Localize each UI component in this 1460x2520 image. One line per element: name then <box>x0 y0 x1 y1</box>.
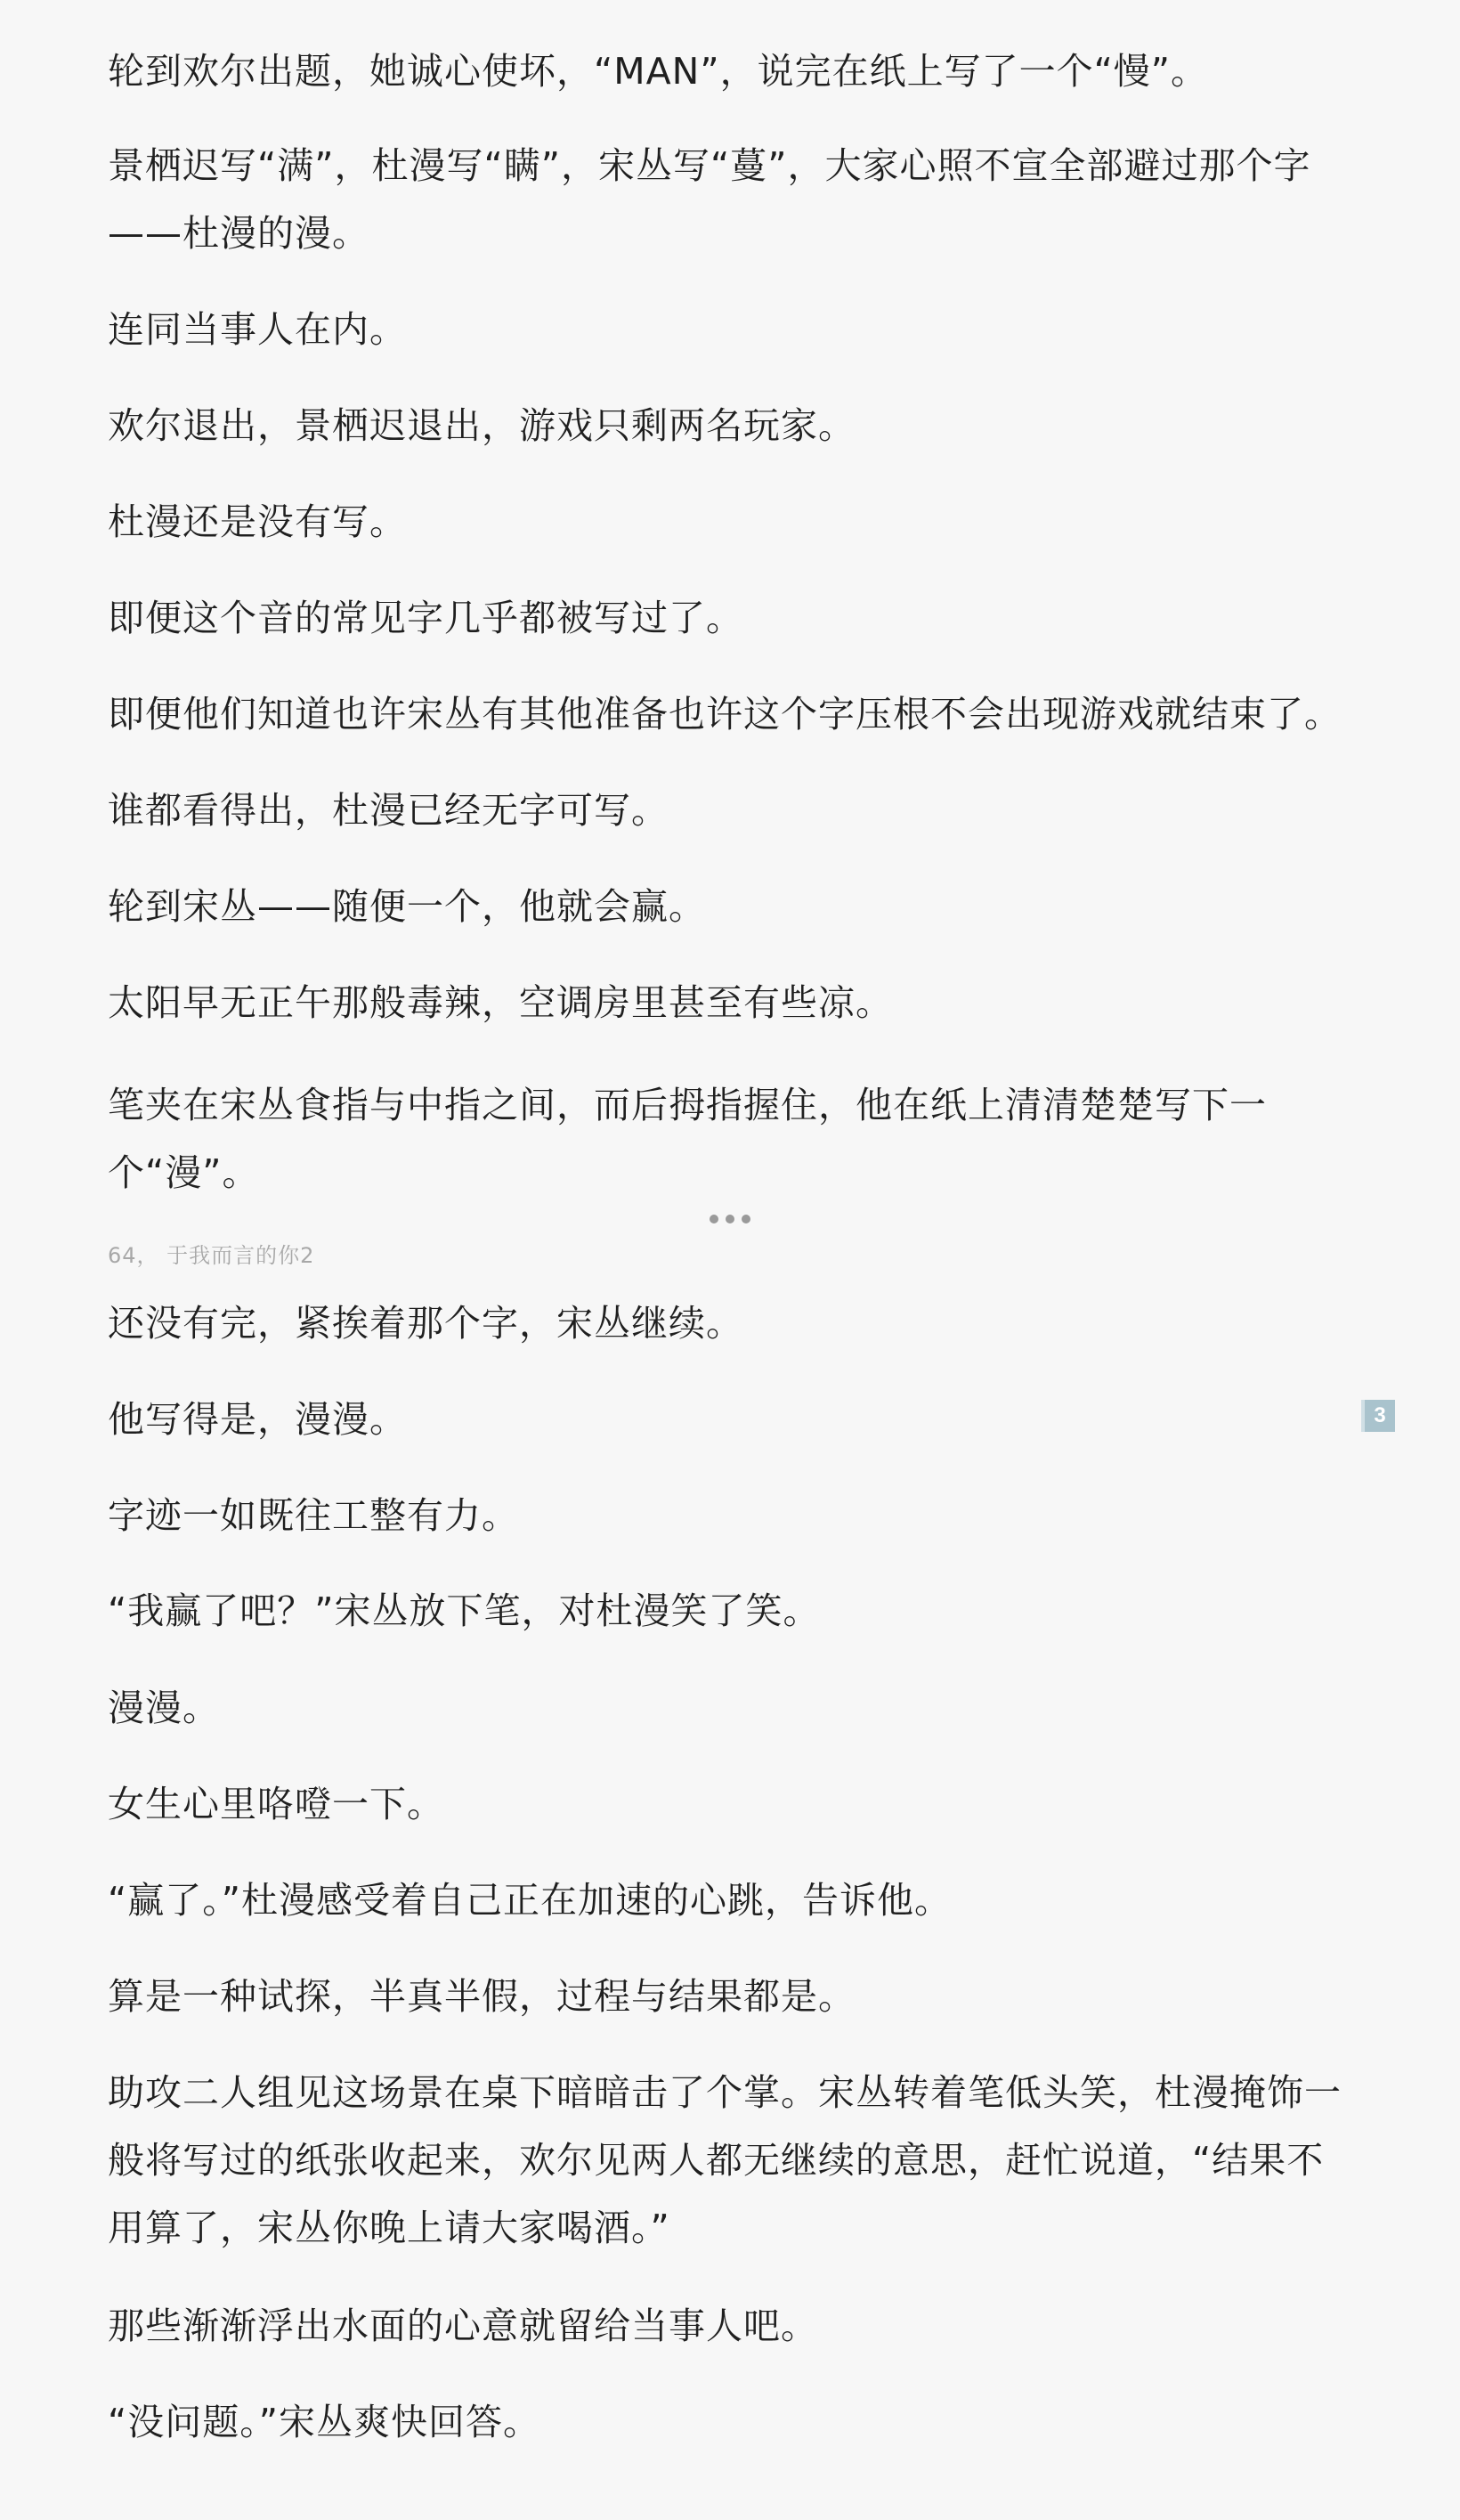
paragraph: 算是一种试探，半真半假，过程与结果都是。 <box>108 1975 856 2018</box>
paragraph: 连同当事人在内。 <box>108 308 407 351</box>
paragraph: 即便这个音的常见字几乎都被写过了。 <box>108 597 743 639</box>
paragraph: 谁都看得出，杜漫已经无字可写。 <box>108 789 669 832</box>
paragraph: 景栖迟写“满”，杜漫写“瞒”，宋丛写“蔓”，大家心照不宣全部避过那个字——杜漫的漫。 <box>108 144 1311 255</box>
paragraph: 太阳早无正午那般毒辣，空调房里甚至有些凉。 <box>108 981 893 1024</box>
paragraph: 漫漫。 <box>108 1687 220 1729</box>
dot <box>742 1215 750 1223</box>
dot <box>710 1215 718 1223</box>
paragraph: 字迹一如既往工整有力。 <box>108 1494 519 1537</box>
paragraph: 助攻二人组见这场景在桌下暗暗击了个掌。宋丛转着笔低头笑，杜漫掩饰一般将写过的纸张收起来，欢尔见两人都无继续的意思，赶忙说道，“结果不用算了，宋丛你晚上请大家喝酒。” <box>108 2071 1342 2249</box>
paragraph: 欢尔退出，景栖迟退出，游戏只剩两名玩家。 <box>108 404 856 447</box>
chapter-label: 64， 于我而言的你2 <box>108 1243 315 1268</box>
paragraph: “没问题。”宋丛爽快回答。 <box>108 2401 540 2443</box>
paragraph: 即便他们知道也许宋丛有其他准备也许这个字压根不会出现游戏就结束了。 <box>108 693 1342 736</box>
paragraph: 他写得是，漫漫。 <box>108 1398 407 1441</box>
paragraph: 还没有完，紧挨着那个字，宋丛继续。 <box>108 1302 743 1345</box>
more-dots-icon[interactable] <box>710 1211 750 1227</box>
paragraph: 笔夹在宋丛食指与中指之间，而后拇指握住，他在纸上清清楚楚写下一个“漫”。 <box>108 1084 1267 1194</box>
paragraph: 轮到宋丛——随便一个，他就会赢。 <box>108 885 706 928</box>
paragraph: 轮到欢尔出题，她诚心使坏，“MAN”，说完在纸上写了一个“慢”。 <box>108 50 1209 93</box>
paragraph: 女生心里咯噔一下。 <box>108 1783 444 1825</box>
paragraph: “我赢了吧？”宋丛放下笔，对杜漫笑了笑。 <box>108 1589 821 1632</box>
dot <box>726 1215 734 1223</box>
paragraph: 杜漫还是没有写。 <box>108 500 407 543</box>
paragraph: 那些渐渐浮出水面的心意就留给当事人吧。 <box>108 2305 818 2347</box>
comment-count-badge[interactable]: 3 <box>1361 1400 1395 1432</box>
paragraph: “赢了。”杜漫感受着自己正在加速的心跳，告诉他。 <box>108 1879 952 1922</box>
